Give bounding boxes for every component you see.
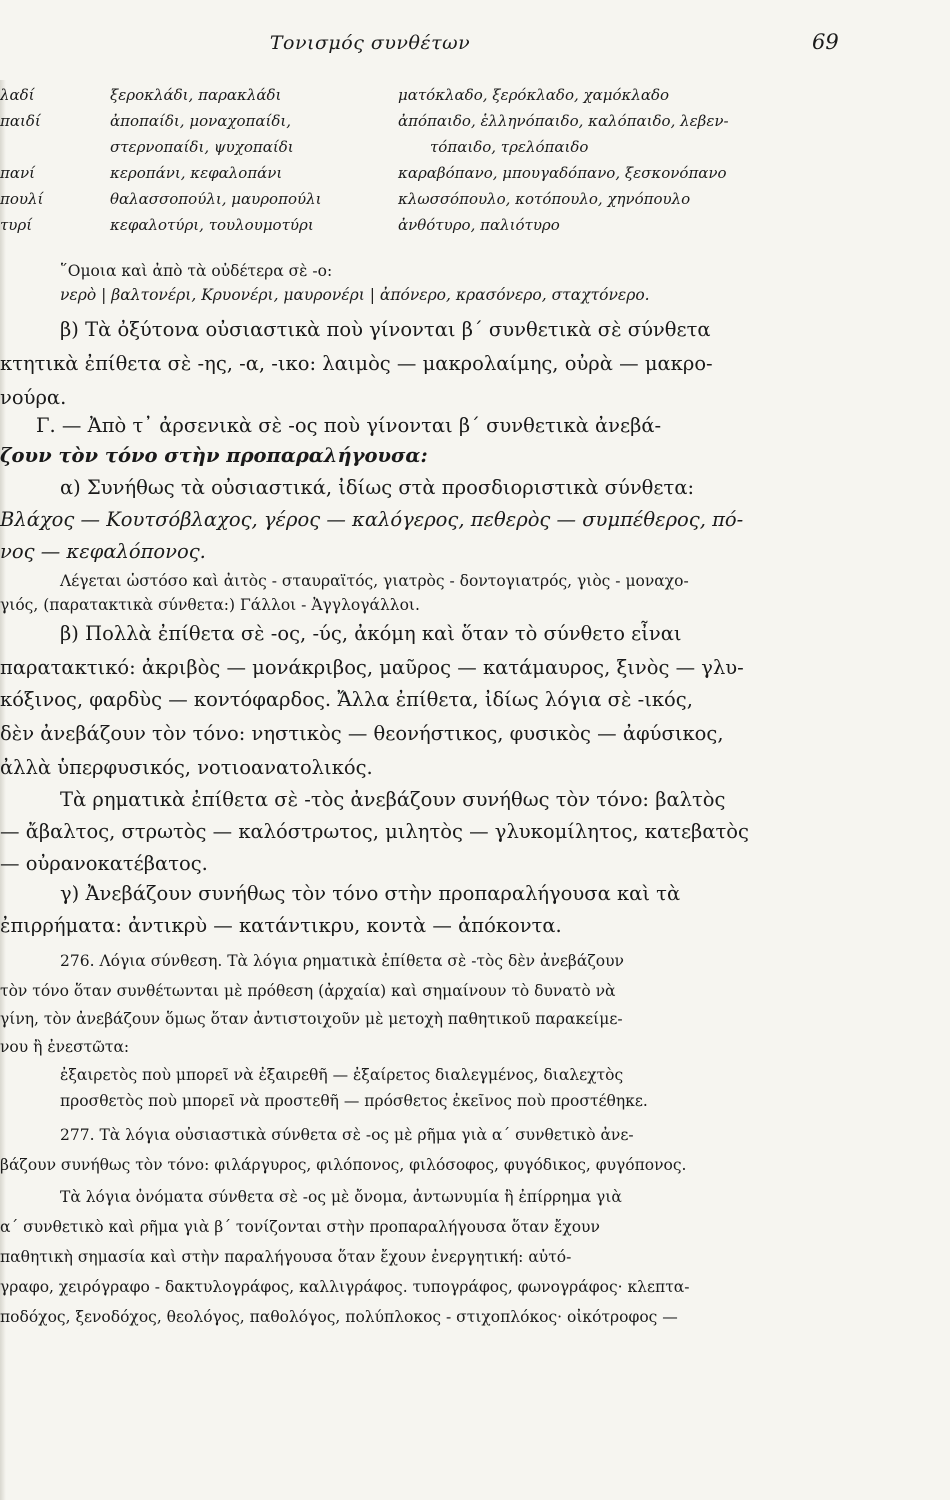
text-line: προσθετὸς ποὺ μπορεῖ νὰ προστεθῆ — πρόσθετος ἐκεῖνος ποὺ προστέθηκε. xyxy=(60,1092,648,1110)
text-line: α΄ συνθετικὸ καὶ ρῆμα γιὰ β΄ τονίζονται στὴν προπαραλήγουσα ὅταν ἔχουν xyxy=(0,1218,600,1236)
table-row xyxy=(0,216,950,242)
text-line: Τὰ λόγια ὀνόματα σύνθετα σὲ -ος μὲ ὄνομα, ἀντωνυμία ἢ ἐπίρρημα γιὰ xyxy=(60,1188,622,1206)
page-number: 69 xyxy=(812,30,839,54)
examples-b-cell: τόπαιδο, τρελόπαιδο xyxy=(430,138,589,156)
table-row xyxy=(0,190,950,216)
ending-cell: πανί xyxy=(0,164,35,182)
text-line: γίνη, τὸν ἀνεβάζουν ὅμως ὅταν ἀντιστοιχοῦν μὲ μετοχὴ παθητικοῦ παρακείμε- xyxy=(0,1010,623,1028)
table-row xyxy=(0,138,950,164)
text-line: — ἄβαλτος, στρωτὸς — καλόστρωτος, μιλητὸς — γλυκομίλητος, κατεβατὸς xyxy=(0,820,749,843)
text-line: δὲν ἀνεβάζουν τὸν τόνο: νηστικὸς — θεονήστικος, φυσικὸς — ἀφύσικος, xyxy=(0,722,724,745)
text-line: παρατακτικό: ἀκριβὸς — μονάκριβος, μαῦρος — κατάμαυρος, ξινὸς — γλυ- xyxy=(0,656,744,679)
ending-cell: τυρί xyxy=(0,216,33,234)
text-line: γραφο, χειρόγραφο - δακτυλογράφος, καλλιγράφος. τυπογράφος, φωνογράφος· κλεπτα- xyxy=(0,1278,690,1296)
examples-b-cell: ἀπόπαιδο, ἑλληνόπαιδο, καλόπαιδο, λεβεν- xyxy=(398,112,729,130)
text-line: γιός, (παρατακτικὰ σύνθετα:) Γάλλοι - Ἀγγλογάλλοι. xyxy=(0,596,420,614)
examples-b-cell: ἀνθότυρο, παλιότυρο xyxy=(398,216,560,234)
ending-cell: πουλί xyxy=(0,190,44,208)
text-line: κτητικὰ ἐπίθετα σὲ -ης, -α, -ικο: λαιμὸς — μακρολαίμης, οὐρὰ — μακρο- xyxy=(0,352,713,375)
text-line: γ) Ἀνεβάζουν συνήθως τὸν τόνο στὴν προπαραλήγουσα καὶ τὰ xyxy=(60,882,681,905)
text-line: νου ἢ ἐνεστῶτα: xyxy=(0,1038,130,1056)
text-line: β) Τὰ ὀξύτονα οὐσιαστικὰ ποὺ γίνονται β΄ συνθετικὰ σὲ σύνθετα xyxy=(60,318,711,341)
examples-a-cell: ξεροκλάδι, παρακλάδι xyxy=(110,86,282,104)
text-line: ζουν τὸν τόνο στὴν προπαραλήγουσα: xyxy=(0,444,428,467)
text-line: Τὰ ρηματικὰ ἐπίθετα σὲ -τὸς ἀνεβάζουν συνήθως τὸν τόνο: βαλτὸς xyxy=(60,788,726,811)
examples-a-cell: θαλασσοπούλι, μαυροπούλι xyxy=(110,190,322,208)
examples-b-cell: ματόκλαδο, ξερόκλαδο, χαμόκλαδο xyxy=(398,86,670,104)
text-line: ἀλλὰ ὑπερφυσικός, νοτιοανατολικός. xyxy=(0,756,373,779)
examples-b-cell: καραβόπανο, μπουγαδόπανο, ξεσκονόπανο xyxy=(398,164,727,182)
examples-a-cell: στερνοπαίδι, ψυχοπαίδι xyxy=(110,138,294,156)
examples-b-cell: κλωσσόπουλο, κοτόπουλο, χηνόπουλο xyxy=(398,190,691,208)
text-line: ἐπιρρήματα: ἀντικρὺ — κατάντικρυ, κοντὰ — ἀπόκοντα. xyxy=(0,914,562,937)
text-line: α) Συνήθως τὰ οὐσιαστικά, ἰδίως στὰ προσδιοριστικὰ σύνθετα: xyxy=(60,476,695,499)
examples-a-cell: ἀποπαίδι, μοναχοπαίδι, xyxy=(110,112,292,130)
running-header: Τονισμός συνθέτων xyxy=(269,32,471,54)
text-line: τὸν τόνο ὅταν συνθέτωνται μὲ πρόθεση (ἀρχαία) καὶ σημαίνουν τὸ δυνατὸ νὰ xyxy=(0,982,616,1000)
table-row xyxy=(0,164,950,190)
text-line: ἐξαιρετὸς ποὺ μπορεῖ νὰ ἐξαιρεθῆ — ἐξαίρετος διαλεγμένος, διαλεχτὸς xyxy=(60,1066,624,1084)
examples-a-cell: κεροπάνι, κεφαλοπάνι xyxy=(110,164,283,182)
text-line: ῞Ομοια καὶ ἀπὸ τὰ οὐδέτερα σὲ -ο: xyxy=(60,262,333,280)
table-row xyxy=(0,86,950,112)
text-line: βάζουν συνήθως τὸν τόνο: φιλάργυρος, φιλόπονος, φιλόσοφος, φυγόδικος, φυγόπονος. xyxy=(0,1156,687,1174)
text-line: 276. Λόγια σύνθεση. Τὰ λόγια ρηματικὰ ἐπίθετα σὲ -τὸς δὲν ἀνεβάζουν xyxy=(60,952,624,970)
text-line: Λέγεται ὡστόσο καὶ ἀιτὸς - σταυραϊτός, γιατρὸς - δοντογιατρός, γιὸς - μοναχο- xyxy=(60,572,689,590)
text-line: παθητικὴ σημασία καὶ στὴν παραλήγουσα ὅταν ἔχουν ἐνεργητική: αὐτό- xyxy=(0,1248,572,1266)
text-line: Βλάχος — Κουτσόβλαχος, γέρος — καλόγερος, πεθερὸς — συμπέθερος, πό- xyxy=(0,508,744,531)
text-line: νούρα. xyxy=(0,386,67,409)
text-line: — οὐρανοκατέβατος. xyxy=(0,852,208,875)
ending-cell: παιδί xyxy=(0,112,41,130)
text-line: Γ. — Ἀπὸ τ᾿ ἀρσενικὰ σὲ -ος ποὺ γίνονται β΄ συνθετικὰ ἀνεβά- xyxy=(36,414,662,437)
ending-cell: λαδί xyxy=(0,86,35,104)
text-line: νερὸ | βαλτονέρι, Κρυονέρι, μαυρονέρι | ἀπόνερο, κρασόνερο, σταχτόνερο. xyxy=(60,286,650,304)
text-line: νος — κεφαλόπονος. xyxy=(0,540,206,563)
text-line: β) Πολλὰ ἐπίθετα σὲ -ος, -ύς, ἀκόμη καὶ ὅταν τὸ σύνθετο εἶναι xyxy=(60,622,682,645)
text-line: κόξινος, φαρδὺς — κοντόφαρδος. Ἄλλα ἐπίθετα, ἰδίως λόγια σὲ -ικός, xyxy=(0,688,693,711)
text-line: ποδόχος, ξενοδόχος, θεολόγος, παθολόγος, πολύπλοκος - στιχοπλόκος· οἰκότροφος — xyxy=(0,1308,678,1326)
table-row xyxy=(0,112,950,138)
examples-a-cell: κεφαλοτύρι, τουλουμοτύρι xyxy=(110,216,314,234)
text-line: 277. Τὰ λόγια οὐσιαστικὰ σύνθετα σὲ -ος μὲ ρῆμα γιὰ α΄ συνθετικὸ ἀνε- xyxy=(60,1126,634,1144)
